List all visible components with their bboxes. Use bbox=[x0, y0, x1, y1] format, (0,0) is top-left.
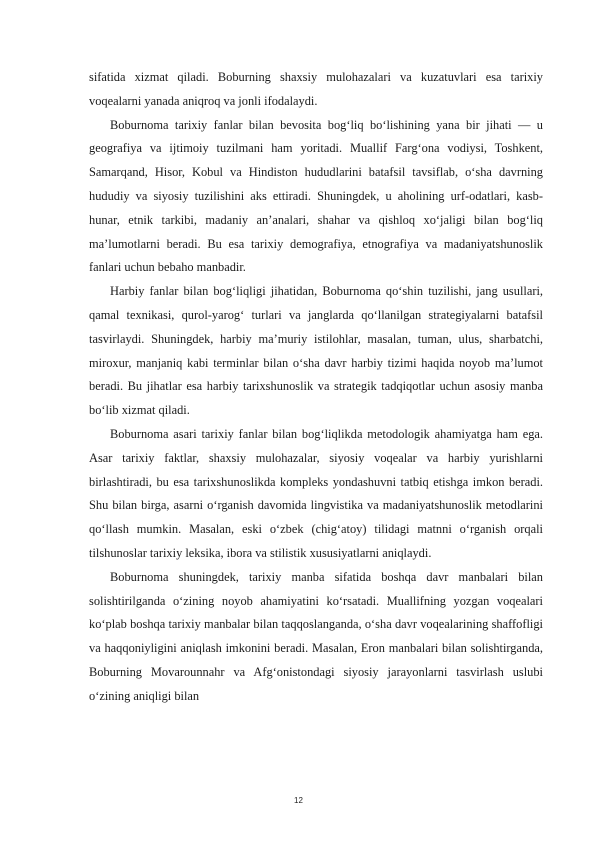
paragraph-continuation: sifatida xizmat qiladi. Boburning shaxsiy mulohazalari va kuzatuvlari esa tarixiy voqealarni yanada aniqroq va jonli ifodalaydi. bbox=[89, 70, 543, 108]
page-number: 12 bbox=[294, 796, 303, 805]
paragraph-geography: Boburnoma tarixiy fanlar bilan bevosita bog‘liq bo‘lishining yana bir jihati — u geografiya va ijtimoiy tuzilmani ham yoritadi. Muallif Farg‘ona vodiysi, Toshkent, Samarqand, Hisor, Kobul va Hindiston hududlarini batafsil tavsiflab, o‘sha davrning hududiy va siyosiy tuzilishini aks ettiradi. Shuningdek, u aholining urf-odatlari, kasb-hunar, etnik tarkibi, madaniy an’analari, shahar va qishloq xo‘jaligi bilan bog‘liq ma’lumotlarni beradi. Bu esa tarixiy demografiya, etnografiya va madaniyatshunoslik fanlari uchun bebaho manbadir. bbox=[89, 117, 543, 275]
paragraph-military: Harbiy fanlar bilan bog‘liqligi jihatidan, Boburnoma qo‘shin tuzilishi, jang usullari, qamal texnikasi, qurol-yarog‘ turlari va janglarda qo‘llanilgan strategiyalarni batafsil tasvirlaydi. Shuningdek, harbiy ma’muriy istilohlar, masalan, tuman, ulus, sharbatchi, miroxur, manjaniq kabi terminlar bilan o‘sha davr harbiy tizimi haqida noyob ma’lumot beradi. Bu jihatlar esa harbiy tarixshunoslik va strategik tadqiqotlar uchun asosiy manba bo‘lib xizmat qiladi. bbox=[89, 284, 543, 418]
paragraph-comparison: Boburnoma shuningdek, tarixiy manba sifatida boshqa davr manbalari bilan solishtirilganda o‘zining noyob ahamiyatini ko‘rsatadi. Muallifning yozgan voqealari ko‘plab boshqa tarixiy manbalar bilan taqqoslanganda, o‘sha davr voqealarining shaffofligi va haqqoniyligini aniqlash imkonini beradi. Masalan, Eron manbalari bilan solishtirganda, Boburning Movarounnahr va Afg‘onistondagi siyosiy jarayonlarni tasvirlash uslubi o‘zining aniqligi bilan bbox=[89, 569, 543, 703]
body-text bbox=[89, 66, 543, 709]
paragraph-methodology: Boburnoma asari tarixiy fanlar bilan bog‘liqlikda metodologik ahamiyatga ham ega. Asar tarixiy faktlar, shaxsiy mulohazalar, siyosiy voqealar va harbiy yurishlarni birlashtiradi, bu esa tarixshunoslikda kompleks yondashuvni tatbiq etishga imkon beradi. Shu bilan birga, asarni o‘rganish davomida lingvistika va madaniyatshunoslik metodlarini qo‘llash mumkin. Masalan, eski o‘zbek (chig‘atoy) tilidagi matnni o‘rganish orqali tilshunoslar tarixiy leksika, ibora va stilistik xususiyatlarni aniqlaydi. bbox=[89, 426, 543, 560]
